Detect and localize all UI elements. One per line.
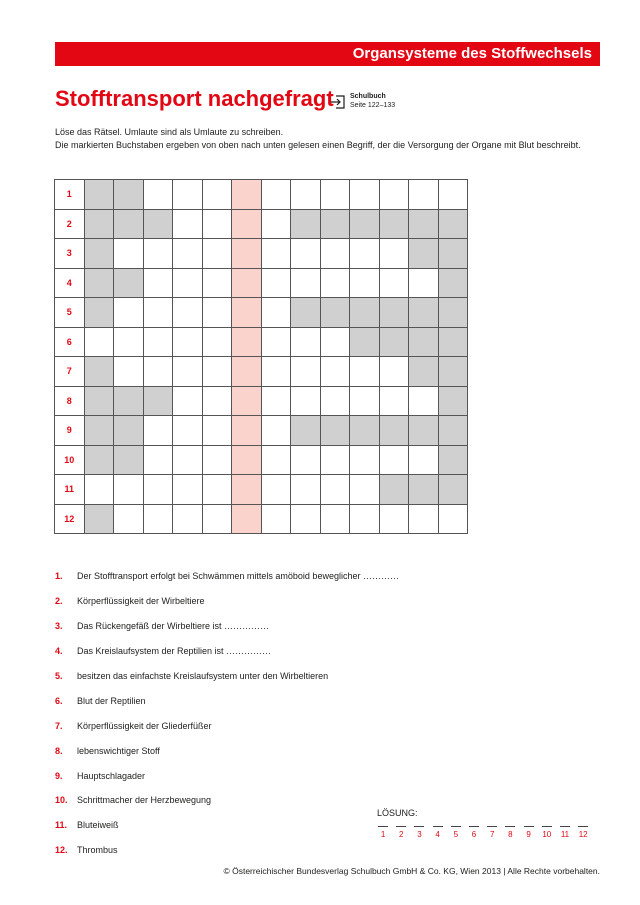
clue-number: 2. — [55, 596, 63, 607]
solution-blank — [542, 826, 552, 827]
solution-cell[interactable] — [232, 357, 262, 387]
clue-item — [55, 589, 399, 614]
solution-slot-number: 8 — [508, 830, 513, 839]
solution-cell[interactable] — [232, 209, 262, 239]
letter-cell[interactable] — [291, 445, 321, 475]
letter-cell[interactable] — [173, 504, 203, 534]
puzzle-row — [55, 504, 468, 534]
solution-slot-number: 5 — [453, 830, 459, 839]
solution-slot[interactable] — [574, 826, 592, 839]
blocked-cell — [84, 416, 114, 446]
blocked-cell — [114, 445, 144, 475]
solution-cell[interactable] — [232, 416, 262, 446]
blocked-cell — [84, 209, 114, 239]
solution-blank — [524, 826, 534, 827]
letter-cell[interactable] — [261, 357, 291, 387]
letter-cell[interactable] — [409, 504, 439, 534]
blocked-cell — [84, 268, 114, 298]
clue-item — [55, 813, 399, 838]
letter-cell[interactable] — [261, 504, 291, 534]
clue-text: besitzen das einfachste Kreislaufsystem unter den Wirbeltieren — [77, 671, 329, 681]
letter-cell[interactable] — [114, 357, 144, 387]
letter-cell[interactable] — [173, 180, 203, 210]
crossword-grid — [54, 179, 468, 534]
letter-cell[interactable] — [409, 180, 439, 210]
clue-text: Bluteiweiß — [77, 820, 119, 831]
clue-text: Körperflüssigkeit der Gliederfüßer — [77, 720, 212, 731]
clue-number: 3. — [55, 621, 63, 632]
row-number: 10 — [55, 445, 85, 475]
row-number: 8 — [55, 386, 85, 416]
puzzle-row — [55, 180, 468, 210]
row-number: 7 — [55, 357, 85, 387]
clue-text: Blut der Reptilien — [77, 695, 146, 706]
solution-blank — [396, 826, 406, 827]
solution-cell[interactable] — [232, 327, 262, 357]
blocked-cell — [409, 209, 439, 239]
letter-cell[interactable] — [261, 445, 291, 475]
letter-cell[interactable] — [202, 445, 232, 475]
puzzle-row — [55, 239, 468, 269]
solution-label: LÖSUNG: — [377, 808, 418, 818]
letter-cell[interactable] — [202, 475, 232, 505]
blocked-cell — [350, 298, 380, 328]
letter-cell[interactable] — [114, 475, 144, 505]
solution-blank — [433, 826, 443, 827]
puzzle-row — [55, 268, 468, 298]
solution-blank — [505, 826, 515, 827]
clue-item — [55, 688, 399, 713]
row-number: 6 — [55, 327, 85, 357]
letter-cell[interactable] — [261, 475, 291, 505]
letter-cell[interactable] — [173, 327, 203, 357]
clue-item — [55, 713, 399, 738]
letter-cell[interactable] — [202, 504, 232, 534]
row-number: 2 — [55, 209, 85, 239]
letter-cell[interactable] — [114, 504, 144, 534]
letter-cell[interactable] — [202, 180, 232, 210]
letter-cell[interactable] — [320, 357, 350, 387]
clue-item — [55, 564, 399, 589]
blocked-cell — [114, 180, 144, 210]
letter-cell[interactable] — [173, 475, 203, 505]
clue-number: 10. — [55, 795, 68, 806]
blocked-cell — [438, 298, 468, 328]
clue-text: Thrombus — [77, 845, 118, 856]
letter-cell[interactable] — [379, 180, 409, 210]
letter-cell[interactable] — [173, 357, 203, 387]
letter-cell[interactable] — [202, 298, 232, 328]
solution-slot[interactable] — [483, 826, 501, 839]
blocked-cell — [84, 239, 114, 269]
book-link-icon — [330, 94, 346, 110]
letter-cell[interactable] — [261, 180, 291, 210]
blocked-cell — [84, 445, 114, 475]
letter-cell[interactable] — [291, 180, 321, 210]
blocked-cell — [438, 357, 468, 387]
letter-cell[interactable] — [350, 268, 380, 298]
blocked-cell — [350, 209, 380, 239]
solution-slot-number: 2 — [399, 830, 404, 839]
letter-cell[interactable] — [261, 209, 291, 239]
letter-cell[interactable] — [114, 327, 144, 357]
blocked-cell — [114, 268, 144, 298]
reference-label: Schulbuch — [350, 93, 386, 100]
letter-cell[interactable] — [202, 239, 232, 269]
solution-slot-number: 4 — [435, 830, 440, 839]
blocked-cell — [84, 386, 114, 416]
letter-cell[interactable] — [84, 327, 114, 357]
puzzle-row — [55, 475, 468, 505]
clue-text: Der Stofftransport erfolgt bei Schwämmen mittels amöboid beweglicher ………… — [77, 571, 399, 582]
letter-cell[interactable] — [173, 445, 203, 475]
clue-number: 1. — [55, 571, 63, 582]
solution-slot[interactable] — [556, 826, 574, 839]
letter-cell[interactable] — [261, 386, 291, 416]
letter-cell[interactable] — [320, 386, 350, 416]
clue-number: 4. — [55, 646, 63, 657]
blocked-cell — [379, 209, 409, 239]
schoolbook-reference — [330, 92, 395, 110]
puzzle-row — [55, 209, 468, 239]
letter-cell[interactable] — [143, 239, 173, 269]
letter-cell[interactable] — [202, 327, 232, 357]
puzzle-row — [55, 327, 468, 357]
blocked-cell — [438, 445, 468, 475]
solution-slot-number: 11 — [560, 830, 570, 839]
blocked-cell — [438, 239, 468, 269]
page-title: Stofftransport nachgefragt — [55, 86, 334, 111]
solution-slot-number: 12 — [578, 830, 588, 839]
letter-cell[interactable] — [291, 357, 321, 387]
blocked-cell — [291, 416, 321, 446]
clue-list — [55, 564, 399, 863]
instructions — [55, 126, 605, 152]
blocked-cell — [409, 416, 439, 446]
solution-slot-number: 3 — [417, 830, 422, 839]
row-number: 5 — [55, 298, 85, 328]
puzzle-row — [55, 445, 468, 475]
letter-cell[interactable] — [143, 504, 173, 534]
letter-cell[interactable] — [173, 268, 203, 298]
letter-cell[interactable] — [409, 268, 439, 298]
letter-cell[interactable] — [409, 445, 439, 475]
blocked-cell — [84, 357, 114, 387]
letter-cell[interactable] — [114, 239, 144, 269]
clue-number: 8. — [55, 745, 63, 756]
puzzle-row — [55, 386, 468, 416]
clue-item — [55, 788, 399, 813]
blocked-cell — [409, 298, 439, 328]
letter-cell[interactable] — [350, 504, 380, 534]
blocked-cell — [409, 357, 439, 387]
row-number: 4 — [55, 268, 85, 298]
instruction-line: Die markierten Buchstaben ergeben von oben nach unten gelesen einen Begriff, der die Versorgung der Organe mit Blut beschreibt. — [55, 140, 581, 150]
solution-blank — [451, 826, 461, 827]
solution-blank — [414, 826, 424, 827]
blocked-cell — [84, 504, 114, 534]
letter-cell[interactable] — [350, 445, 380, 475]
letter-cell[interactable] — [261, 416, 291, 446]
letter-cell[interactable] — [173, 386, 203, 416]
blocked-cell — [114, 209, 144, 239]
blocked-cell — [438, 416, 468, 446]
letter-cell[interactable] — [261, 268, 291, 298]
letter-cell[interactable] — [409, 386, 439, 416]
blocked-cell — [379, 416, 409, 446]
solution-slot-number: 7 — [489, 830, 495, 839]
letter-cell[interactable] — [320, 268, 350, 298]
letter-cell[interactable] — [143, 357, 173, 387]
letter-cell[interactable] — [291, 239, 321, 269]
reference-pages: Seite 122–133 — [350, 102, 396, 109]
solution-cell[interactable] — [232, 504, 262, 534]
letter-cell[interactable] — [202, 386, 232, 416]
letter-cell[interactable] — [350, 357, 380, 387]
blocked-cell — [438, 327, 468, 357]
row-number: 1 — [55, 180, 85, 210]
letter-cell[interactable] — [173, 416, 203, 446]
blocked-cell — [84, 298, 114, 328]
instruction-line: Löse das Rätsel. Umlaute sind als Umlaute zu schreiben. — [55, 127, 284, 137]
letter-cell[interactable] — [173, 239, 203, 269]
blocked-cell — [291, 209, 321, 239]
solution-slot[interactable] — [392, 826, 410, 839]
letter-cell[interactable] — [379, 445, 409, 475]
puzzle-row — [55, 416, 468, 446]
blocked-cell — [379, 475, 409, 505]
solution-slot[interactable] — [429, 826, 447, 839]
letter-cell[interactable] — [320, 445, 350, 475]
section-title: Organsysteme des Stoffwechsels — [352, 45, 592, 62]
blocked-cell — [379, 327, 409, 357]
letter-cell[interactable] — [379, 239, 409, 269]
clue-number: 5. — [55, 671, 63, 681]
solution-cell[interactable] — [232, 180, 262, 210]
blocked-cell — [320, 209, 350, 239]
row-number: 9 — [55, 416, 85, 446]
blocked-cell — [438, 268, 468, 298]
solution-cell[interactable] — [232, 445, 262, 475]
clue-text: lebenswichtiger Stoff — [77, 745, 160, 756]
letter-cell[interactable] — [438, 180, 468, 210]
blocked-cell — [350, 416, 380, 446]
clue-item — [55, 614, 399, 639]
clue-number: 9. — [55, 770, 63, 781]
letter-cell[interactable] — [202, 416, 232, 446]
letter-cell[interactable] — [143, 475, 173, 505]
letter-cell[interactable] — [143, 445, 173, 475]
solution-blank — [560, 826, 570, 827]
solution-blank — [578, 826, 588, 827]
letter-cell[interactable] — [350, 475, 380, 505]
solution-cell[interactable] — [232, 239, 262, 269]
solution-slot-number: 1 — [380, 830, 386, 839]
letter-cell[interactable] — [350, 386, 380, 416]
solution-blank — [469, 826, 479, 827]
letter-cell[interactable] — [202, 209, 232, 239]
blocked-cell — [379, 298, 409, 328]
blocked-cell — [291, 298, 321, 328]
clue-number: 12. — [55, 845, 68, 856]
letter-cell[interactable] — [202, 268, 232, 298]
clue-text: Das Rückengefäß der Wirbeltiere ist …………… — [77, 621, 270, 632]
blocked-cell — [438, 209, 468, 239]
letter-cell[interactable] — [320, 239, 350, 269]
blocked-cell — [320, 416, 350, 446]
letter-cell[interactable] — [143, 298, 173, 328]
letter-cell[interactable] — [261, 298, 291, 328]
clue-text: Schrittmacher der Herzbewegung — [77, 795, 212, 806]
clue-number: 7. — [55, 720, 63, 731]
letter-cell[interactable] — [261, 239, 291, 269]
solution-slot-number: 9 — [526, 830, 531, 839]
blocked-cell — [438, 475, 468, 505]
letter-cell[interactable] — [261, 327, 291, 357]
letter-cell[interactable] — [291, 327, 321, 357]
blocked-cell — [409, 239, 439, 269]
blocked-cell — [350, 327, 380, 357]
solution-slot[interactable] — [501, 826, 519, 839]
blocked-cell — [143, 386, 173, 416]
letter-cell[interactable] — [143, 180, 173, 210]
row-number: 12 — [55, 504, 85, 534]
solution-cell[interactable] — [232, 268, 262, 298]
clue-text: Hauptschlagader — [77, 770, 146, 781]
letter-cell[interactable] — [320, 475, 350, 505]
blocked-cell — [438, 386, 468, 416]
letter-cell[interactable] — [291, 475, 321, 505]
letter-cell[interactable] — [379, 357, 409, 387]
solution-blank — [487, 826, 497, 827]
clue-item — [55, 738, 399, 763]
solution-slot[interactable] — [465, 826, 483, 839]
solution-slot[interactable] — [410, 826, 428, 839]
solution-slot[interactable] — [520, 826, 538, 839]
letter-cell[interactable] — [291, 504, 321, 534]
letter-cell[interactable] — [320, 327, 350, 357]
clue-text: Körperflüssigkeit der Wirbeltiere — [77, 596, 205, 607]
blocked-cell — [84, 180, 114, 210]
letter-cell[interactable] — [320, 504, 350, 534]
solution-cell[interactable] — [232, 298, 262, 328]
letter-cell[interactable] — [350, 239, 380, 269]
clue-item — [55, 763, 399, 788]
clue-item — [55, 639, 399, 664]
solution-slot[interactable] — [538, 826, 556, 839]
clue-item — [55, 838, 399, 863]
letter-cell[interactable] — [291, 386, 321, 416]
letter-cell[interactable] — [143, 416, 173, 446]
solution-slot-number: 6 — [471, 830, 477, 839]
letter-cell[interactable] — [143, 327, 173, 357]
clue-number: 6. — [55, 695, 63, 706]
blocked-cell — [409, 475, 439, 505]
blocked-cell — [320, 298, 350, 328]
letter-cell[interactable] — [320, 180, 350, 210]
letter-cell[interactable] — [173, 298, 203, 328]
letter-cell[interactable] — [114, 298, 144, 328]
letter-cell[interactable] — [143, 268, 173, 298]
solution-slot[interactable] — [447, 826, 465, 839]
letter-cell[interactable] — [379, 268, 409, 298]
puzzle-row — [55, 298, 468, 328]
letter-cell[interactable] — [438, 504, 468, 534]
letter-cell[interactable] — [202, 357, 232, 387]
solution-cell[interactable] — [232, 475, 262, 505]
solution-cell[interactable] — [232, 386, 262, 416]
solution-blank — [378, 826, 388, 827]
clue-item — [55, 664, 399, 689]
row-number: 11 — [55, 475, 85, 505]
blocked-cell — [114, 386, 144, 416]
blocked-cell — [143, 209, 173, 239]
solution-slot[interactable] — [374, 826, 392, 839]
section-header-bar — [55, 42, 600, 66]
blocked-cell — [114, 416, 144, 446]
letter-cell[interactable] — [350, 180, 380, 210]
letter-cell[interactable] — [84, 475, 114, 505]
blocked-cell — [409, 327, 439, 357]
row-number: 3 — [55, 239, 85, 269]
letter-cell[interactable] — [379, 386, 409, 416]
letter-cell[interactable] — [291, 268, 321, 298]
solution-slot-number: 10 — [542, 830, 552, 839]
solution-slots — [374, 826, 592, 839]
copyright-footer: © Österreichischer Bundesverlag Schulbuch GmbH & Co. KG, Wien 2013 | Alle Rechte vorbehalten. — [223, 866, 600, 876]
puzzle-row — [55, 357, 468, 387]
clue-text: Das Kreislaufsystem der Reptilien ist …………… — [77, 646, 272, 657]
letter-cell[interactable] — [379, 504, 409, 534]
letter-cell[interactable] — [173, 209, 203, 239]
clue-number: 11. — [55, 820, 68, 831]
